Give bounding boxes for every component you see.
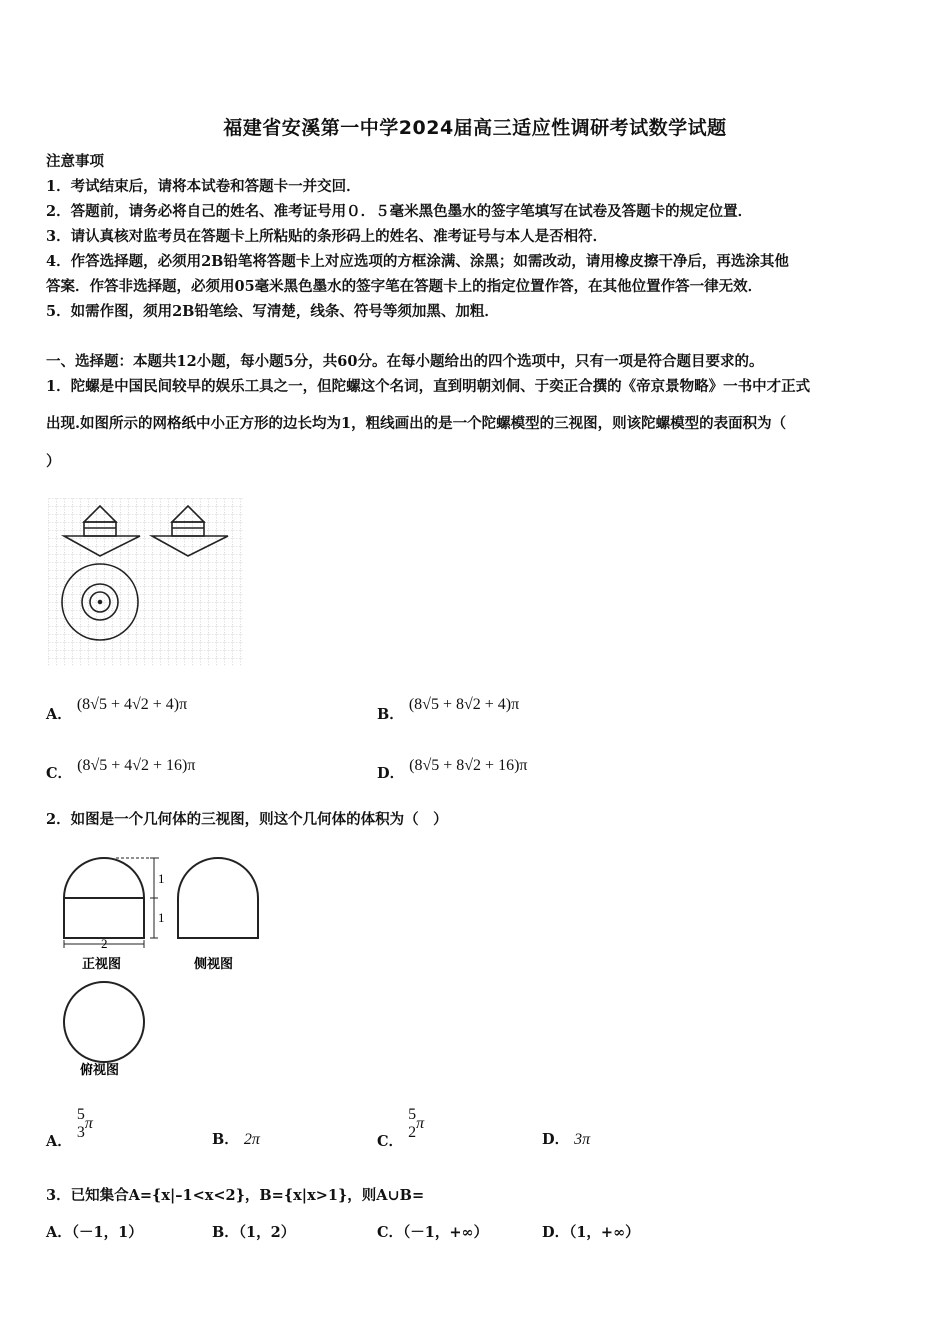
q2-side-view	[178, 858, 258, 938]
q2-option-a-fraction	[77, 1106, 85, 1142]
q2-option-c-fraction	[408, 1106, 416, 1142]
q2-option-a-den: 3	[76, 1124, 85, 1141]
q3-option-a[interactable]	[46, 1221, 143, 1242]
q2-front-view	[64, 858, 144, 938]
q1-option-c-label: C．	[46, 765, 73, 782]
q2-option-c-label: C．	[377, 1133, 404, 1150]
q1-option-b[interactable]	[377, 696, 520, 724]
q1-option-a-label: A．	[46, 706, 72, 723]
grid-paper	[48, 498, 244, 666]
q1-option-b-expr: (8√5 + 8√2 + 4)π	[408, 696, 520, 713]
q3-option-c-label: C．	[377, 1224, 404, 1241]
q2-option-c-num: 5	[408, 1106, 417, 1123]
q2-option-a[interactable]	[46, 1106, 93, 1150]
notice-item-5: 5．如需作图，须用2B铅笔绘、写清楚，线条、符号等须加黑、加粗．	[46, 303, 499, 320]
q3-option-d[interactable]	[542, 1221, 640, 1242]
q1-stem-line3: ）	[46, 453, 61, 470]
q2-option-d-expr: 3π	[574, 1131, 591, 1148]
notice-item-4: 4．作答选择题，必须用2B铅笔将答题卡上对应选项的方框涂满、涂黑；如需改动，请用橡皮擦干净后，再选涂其他	[46, 253, 789, 270]
q1-option-c-expr: (8√5 + 4√2 + 16)π	[77, 757, 196, 774]
q2-top-view	[64, 982, 144, 1062]
q2-option-d-label: D．	[542, 1131, 570, 1148]
q2-option-a-num: 5	[76, 1106, 85, 1123]
q2-dim-top: 1	[158, 871, 165, 886]
q2-top-label: 俯视图	[80, 1063, 120, 1078]
q1-option-d-label: D．	[377, 765, 405, 782]
q2-option-c[interactable]	[377, 1106, 425, 1150]
section-heading: 一、选择题：本题共12小题，每小题5分，共60分。在每小题给出的四个选项中，只有一项是符合题目要求的。	[46, 353, 764, 370]
q3-option-a-label: A．	[46, 1224, 72, 1241]
q1-stem-line2: 出现.如图所示的网格纸中小正方形的边长均为1，粗线画出的是一个陀螺模型的三视图，则该陀螺模型的表面积为（	[46, 415, 787, 432]
q2-dim-width: 2	[101, 936, 108, 951]
q3-option-b-text: （1，2）	[238, 1224, 296, 1241]
q2-option-b-label: B．	[212, 1131, 239, 1148]
q1-option-a-expr: (8√5 + 4√2 + 4)π	[76, 696, 188, 713]
q1-option-d-expr: (8√5 + 8√2 + 16)π	[409, 757, 528, 774]
q2-stem: 2．如图是一个几何体的三视图，则这个几何体的体积为（ ）	[46, 811, 448, 828]
q2-option-b[interactable]	[212, 1128, 260, 1149]
q3-option-d-label: D．	[542, 1224, 570, 1241]
q2-three-view-figure	[56, 852, 276, 1082]
q2-side-label: 侧视图	[194, 957, 234, 972]
q3-option-d-text: （1，+∞）	[569, 1224, 640, 1241]
notice-item-1: 1．考试结束后，请将本试卷和答题卡一并交回．	[46, 178, 361, 195]
notice-heading: 注意事项	[46, 153, 104, 170]
q3-option-c[interactable]	[377, 1221, 488, 1242]
q3-option-c-text: （－1，+∞）	[403, 1224, 489, 1241]
notice-item-4-cont: 答案．作答非选择题，必须用05毫米黑色墨水的签字笔在答题卡上的指定位置作答，在其他位置作答一律无效．	[46, 278, 763, 295]
notice-item-3: 3．请认真核对监考员在答题卡上所粘贴的条形码上的姓名、准考证号与本人是否相符．	[46, 228, 608, 245]
q2-front-label: 正视图	[82, 957, 122, 972]
q3-option-a-text: （－1，1）	[71, 1224, 143, 1241]
q1-option-c[interactable]	[46, 757, 196, 783]
q2-option-c-den: 2	[408, 1124, 417, 1141]
q3-option-b[interactable]	[212, 1221, 295, 1242]
q3-stem: 3．已知集合A={x|–1<x<2}，B={x|x>1}，则A∪B=	[46, 1187, 425, 1204]
q2-option-a-pi: π	[84, 1115, 93, 1132]
q1-stem-line1: 1．陀螺是中国民间较早的娱乐工具之一，但陀螺这个名词，直到明朝刘侗、于奕正合撰的《帝京景物略》一书中才正式	[46, 378, 811, 395]
q2-option-a-label: A．	[46, 1133, 72, 1150]
page-title: 福建省安溪第一中学2024届高三适应性调研考试数学试题	[223, 117, 727, 139]
q1-option-d[interactable]	[377, 757, 528, 783]
q2-option-c-pi: π	[416, 1115, 425, 1132]
q3-option-b-label: B．	[212, 1224, 239, 1241]
q2-dimension-lines	[64, 858, 160, 948]
q2-dim-bottom: 1	[158, 910, 165, 925]
q2-option-d[interactable]	[542, 1128, 590, 1149]
q1-option-b-label: B．	[377, 706, 404, 723]
q2-option-b-expr: 2π	[243, 1131, 260, 1148]
notice-item-2: 2．答题前，请务必将自己的姓名、准考证号用０．５毫米黑色墨水的签字笔填写在试卷及答题卡的规定位置．	[46, 203, 753, 220]
q1-three-view-figure	[48, 498, 244, 666]
q1-option-a[interactable]	[46, 696, 188, 724]
